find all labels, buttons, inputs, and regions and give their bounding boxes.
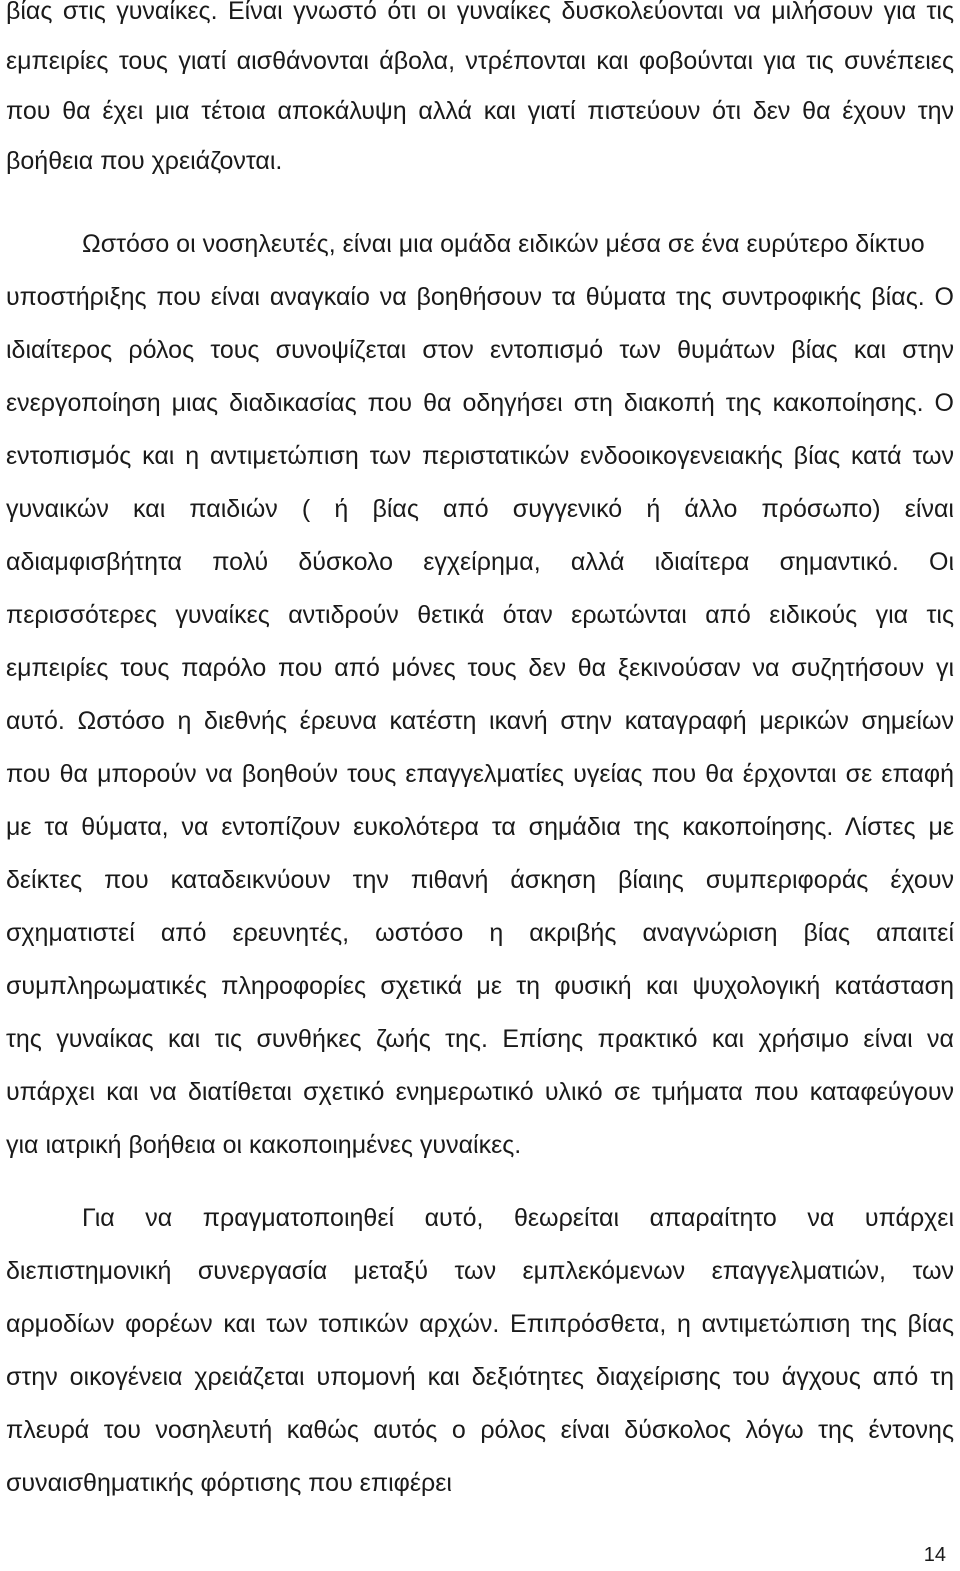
text-line: που θα μπορούν να βοηθούν τους επαγγελματίες υγείας που θα έρχονται σε επαφή: [6, 760, 954, 788]
text-line: πλευρά του νοσηλευτή καθώς αυτός ο ρόλος είναι δύσκολος λόγω της έντονης: [6, 1416, 954, 1444]
text-line: Ωστόσο οι νοσηλευτές, είναι μια ομάδα ειδικών μέσα σε ένα ευρύτερο δίκτυο: [82, 230, 925, 258]
text-line: εμπειρίες τους παρόλο που από μόνες τους δεν θα ξεκινούσαν να συζητήσουν γι: [6, 654, 954, 682]
text-line: ιδιαίτερος ρόλος τους συνοψίζεται στον εντοπισμό των θυμάτων βίας και στην: [6, 336, 954, 364]
text-line: διεπιστημονική συνεργασία μεταξύ των εμπλεκόμενων επαγγελματιών, των: [6, 1257, 954, 1285]
text-line: συναισθηματικής φόρτισης που επιφέρει: [6, 1469, 452, 1497]
text-line: με τα θύματα, να εντοπίζουν ευκολότερα τα σημάδια της κακοποίησης. Λίστες με: [6, 813, 954, 841]
text-line: γυναικών και παιδιών ( ή βίας από συγγενικό ή άλλο πρόσωπο) είναι: [6, 495, 954, 523]
text-line: υπάρχει και να διατίθεται σχετικό ενημερωτικό υλικό σε τμήματα που καταφεύγουν: [6, 1078, 954, 1106]
text-line: που θα έχει μια τέτοια αποκάλυψη αλλά και γιατί πιστεύουν ότι δεν θα έχουν την: [6, 97, 954, 125]
text-line: εντοπισμός και η αντιμετώπιση των περιστατικών ενδοοικογενειακής βίας κατά των: [6, 442, 954, 470]
text-line: βίας στις γυναίκες. Είναι γνωστό ότι οι γυναίκες δυσκολεύονται να μιλήσουν για τις: [6, 0, 954, 25]
text-line: αδιαμφισβήτητα πολύ δύσκολο εγχείρημα, αλλά ιδιαίτερα σημαντικό. Οι: [6, 548, 954, 576]
text-line: δείκτες που καταδεικνύουν την πιθανή άσκηση βίαιης συμπεριφοράς έχουν: [6, 866, 954, 894]
text-line: αρμοδίων φορέων και των τοπικών αρχών. Επιπρόσθετα, η αντιμετώπιση της βίας: [6, 1310, 954, 1338]
text-line: περισσότερες γυναίκες αντιδρούν θετικά όταν ερωτώνται από ειδικούς για τις: [6, 601, 954, 629]
text-line: υποστήριξης που είναι αναγκαίο να βοηθήσουν τα θύματα της συντροφικής βίας. Ο: [6, 283, 954, 311]
text-line: για ιατρική βοήθεια οι κακοποιημένες γυναίκες.: [6, 1131, 522, 1159]
text-line: σχηματιστεί από ερευνητές, ωστόσο η ακριβής αναγνώριση βίας απαιτεί: [6, 919, 954, 947]
text-line: ενεργοποίηση μιας διαδικασίας που θα οδηγήσει στη διακοπή της κακοποίησης. Ο: [6, 389, 954, 417]
text-line: βοήθεια που χρειάζονται.: [6, 147, 283, 175]
page-number: 14: [923, 1544, 946, 1566]
text-line: συμπληρωματικές πληροφορίες σχετικά με τη φυσική και ψυχολογική κατάσταση: [6, 972, 954, 1000]
text-line: Για να πραγματοποιηθεί αυτό, θεωρείται απαραίτητο να υπάρχει: [82, 1204, 954, 1232]
text-line: στην οικογένεια χρειάζεται υπομονή και δεξιότητες διαχείρισης του άγχους από τη: [6, 1363, 954, 1391]
text-line: της γυναίκας και τις συνθήκες ζωής της. Επίσης πρακτικό και χρήσιμο είναι να: [6, 1025, 954, 1053]
text-line: εμπειρίες τους γιατί αισθάνονται άβολα, ντρέπονται και φοβούνται για τις συνέπειες: [6, 47, 954, 75]
text-line: αυτό. Ωστόσο η διεθνής έρευνα κατέστη ικανή στην καταγραφή μερικών σημείων: [6, 707, 954, 735]
